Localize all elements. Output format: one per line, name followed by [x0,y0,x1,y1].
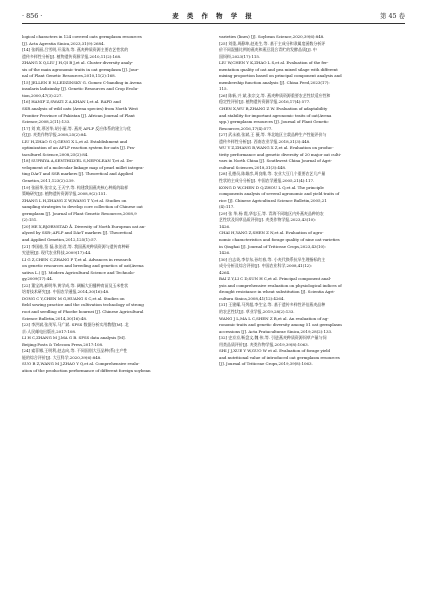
reference-line: LIU H,ZHAO G Q,GENG X L,et al. Establishment and [22,138,128,144]
reference-line: Resources,2016,17(4):577. [219,125,273,131]
reference-line: on genetic resources and breeding and genetics of oat(Avena [22,263,144,269]
reference-line: [27] 武永祯,张斌,王 薇,等. 华北地区主栽品种生产性能评价与 [219,132,327,138]
reference-line: [32] 史京京,靳盘文,魏 伟,等. 引进燕麦种质资源饲草产量与饲 [219,335,327,341]
reference-line: [24] 索菲娜,王明利,赵志向,等. 不同国别大豆品种(系)主产性 [22,348,128,354]
reference-line: 1426. [219,250,231,256]
reference-line: field sowing practice and the cultivation technology of strong [22,302,144,308]
reference-line: [30] 白志英,李存东,孙红春,等. 小麦代换系抗旱生理指标的主 [219,256,326,262]
reference-line: ZHANG L H,ZHANG Z W,WANG T Y,et al. Studies on [22,197,127,203]
reference-line: vars in North China [J]. Southwest China Journal of Agri- [219,158,332,164]
reference-line: KONG D W,CHEN D Q,ZHOU L Q,et al. The principle [219,184,324,190]
reference-line: optimization of an AFLP reaction system for oats [J]. Pra- [22,145,136,151]
reference-line: [20] HE X,BJØRNSTAD Å. Diversity of North European oat an- [22,223,146,229]
reference-line: [17] 刘 欢,慕芳华,胡小丽,等. 燕麦 AFLP 反应体系的建立与优 [22,125,131,131]
reference-line: gy,2009(17):44. [22,276,53,282]
reference-line: (2):151. [22,217,38,223]
reference-line: 究进展[J]. 现代农业科技,2009(17):44. [22,250,92,256]
reference-line: in Qinghai [J]. Journal of Triticeae Crops,2023,43(10): [219,243,326,249]
reference-line: LI G Z,CHEN C,ZHANG P T,et al. Advances in research [22,256,132,262]
reference-line: spp.) germplasm resources [J]. Journal of Plant Genetic [219,119,329,125]
reference-line: 培育技术研究[J]. 中国农学通报,2014,30(16):48. [22,289,110,295]
reference-line: accessions [J]. Acta Prataculturae Sinica,2019,28(2):133. [219,328,333,334]
reference-line: Science Bulletin,2014,30(16):48. [22,315,88,321]
reference-line: 稳定性评价[J]. 植物遗传资源学报,2016,17(4):577. [219,99,311,105]
reference-line: [15] JELLEN E N,LEDZINSKY G. Gomez C-banding in Avena [22,79,142,85]
reference-line: logical characters in 124 covered oats germplasm resources [22,34,142,39]
reference-line: membership function analysis [J]. China Feed,2023(17): [219,79,330,85]
reference-line: ting DArT and SSR markers [J]. Theoretical and Applied [22,171,134,177]
reference-line: taculturel Science,2008,25(2):84. [22,151,89,157]
reference-line: 115. [219,86,228,92]
reference-line: ation of the production performance of different foreign soybean [22,367,151,373]
reference-line: 成分分析及综合评价[J]. 中国农业科学,2008,41(12): [219,263,312,269]
reference-line: WANG J L,MA L C,SHEN Z B,et al. An evaluation of ag- [219,315,329,321]
reference-line: sampling strategies to develop core collection of Chinese oat [22,204,143,210]
reference-line: Science,2008,2(11):133. [22,119,71,125]
reference-line: 遗传多样性分析[J]. 植物遗传资源学报,2010,11(2):168. [22,53,122,59]
reference-line: [J]. Acta Agrestia Sinica,2023,31(9):2684. [22,40,105,46]
reference-line: [26] 陈新,兴 斌,张宗文,等. 燕麦种质资源重要农艺性状适应性和 [219,92,331,98]
reference-line: root and seedling of Phoebe bournei [J]. Chinese Agricultural [22,308,144,314]
reference-line: CHAI H,YANG Z,SHEN Z N,et al. Evaluation of agro- [219,230,324,236]
reference-line: Beijing:Posts & Telecom Press,2017:108. [22,341,104,347]
reference-line: [25] 刘重,周静坤,赵连生,等. 基于主成分和隶属度函数分析评 [219,40,326,46]
reference-line: 价不同混播比例的燕麦和燕豆混合青贮的发酵品质[J]. 中 [219,47,317,53]
reference-line: components analysis of several agronomic and yield traits of [219,191,340,197]
reference-line: [14] 张炳丽,吕雪明,开清涛,等. 燕麦种质资源主要农艺性状的 [22,47,129,53]
reference-line: 的农艺性状[J]. 草业学报,2019,28(2):133. [219,308,295,314]
reference-line: [22] 董宝鸿,郝明华,黄学成,等. 阔幅大田播种育苗及玉米性状 [22,282,129,288]
reference-line: 遗传多样性分析[J]. 西南农业学报,2018,31(3):448. [219,138,311,144]
reference-line: velopment of a molecular linkage map of pearl millet integra- [22,164,144,170]
reference-line: drought resistance in wheat substitution [J]. Scientia Agri- [219,289,335,295]
reference-line: DONG C Y,CHEN M G,HUANG S C,et al. Studies on [22,295,125,301]
references-right-column [219,34,405,368]
reference-line: 能的综合评价[J]. 大豆科学,2020,39(6):848. [22,354,102,360]
reference-line: mentation quality of oat and pea mixed silage with different [219,66,338,72]
journal-title: 麦 类 作 物 学 报 [172,12,255,20]
reference-line: 性状的主成分分析[J]. 中国农学通报,2005,21(4):117. [219,178,315,184]
reference-line: 京:人民邮电出版社,2017:108. [22,328,77,334]
reference-line: BAI Z Y,LI C D,SUN H C,et al. Principal component anal- [219,276,332,282]
reference-line: ronomic traits and genetic diversity among 51 oat germplasm [219,322,342,328]
reference-line: 国饲料,2023(17):115. [219,53,261,59]
reference-line: and nutritional value of introduced oat germplasm resources [219,354,340,360]
reference-line: [29] 张 华,杨 霞,华忠玉,等. 青海不同地区内外燕麦品种的农 [219,210,324,216]
reference-line: [21] 李国桂,蔡 磊,张治君,等. 我国燕麦种质资源与遗传育种研 [22,243,130,249]
reference-line: 1426. [219,223,231,229]
reference-line: alyzed by SSR-,AFLP and DArT markers [J]. Theoretical [22,230,133,236]
reference-line: [23] 李洪斌,张茂军,马广斌. SPSS 数据分析实用教程[M]. 北 [22,322,129,328]
reference-line: 4264. [219,269,231,275]
reference-line: 用类品质评价[J]. 麦类作物学报,2019,39(8):1063. [219,341,309,347]
reference-line: SUO B Z,WANG M J,ZHAO Y Q,et al. Comprehensive evalu- [22,361,140,367]
reference-line: CHEN X,WU B,ZHANG Z W. Evaluation of adaptability [219,106,328,112]
reference-line: nomic characteristics and forage quality of nine oat varieties [219,236,340,242]
reference-line: 化[J]. 麦类作物学报,2008,25(2):84. [22,132,88,138]
reference-line: 艺性状及饲草品质评价[J]. 麦类作物学报,2023,43(10): [219,217,316,223]
reference-line: SHI J J,XUE Y W,GUO W et al. Evaluation of forage yield [219,348,331,354]
reference-line: [J]. Journal of Triticeae Crops,2019,39(8):1063. [219,361,313,367]
page-number: · 856 · [22,12,43,20]
reference-line: mixing proportion based on principal component analysis and [219,73,342,79]
reference-line: Genetics,2011,123(2):239. [22,178,75,184]
volume-label: 第 45 卷 [380,12,405,20]
reference-line: Frontier Province of Pakistan [J]. African Journal of Plant [22,112,135,118]
reference-line: cultura Sinica,2008,41(12):4264. [219,295,285,301]
reference-line: sis of the main agronomic traits in oat germplasm [J]. Jour- [22,66,139,72]
reference-line: WU Y Z,ZHANG B,WANG X Z,et al. Evaluation on produc- [219,145,334,151]
reference-line: ysis and comprehensive evaluation on physiological indices of [219,282,342,288]
reference-line: (4):117. [219,204,235,210]
reference-line: varieties (lines) [J]. Soybean Science,2020,39(6):848. [219,34,325,39]
reference-line: tion,2000,47(3):227. [22,92,63,98]
reference-line: [18] SUPRIYA A,SENTHILVEL S,NEPOLEAN T,et al. De- [22,158,134,164]
reference-line: nal of Plant Genetic Resources,2010,11(2):168. [22,73,116,79]
reference-line: [28] 孔德员,陈雄彦,周良维,等. 农业大豆几个重要农艺几产量 [219,171,326,177]
reference-line: [16] HANIF Z,SWATI Z A,KHAN I,et al. RAPD and [22,99,121,105]
reference-line: [19] 张丽华,张宗文,王天宇,等. 构建我国燕麦核心种质的取样 [22,184,129,190]
reference-line: ZHANG X Q,LIU J H,QI B J,et al. Cluster diversity analy- [22,60,133,66]
reference-line: and stability for important agronomic traits of oat(Avena [219,112,332,118]
reference-line: germplasm [J]. Journal of Plant Genetic Resources,2008,9 [22,210,137,216]
references-left-column [22,34,208,374]
reference-line: and Applied Genetics,2012,125(1):57. [22,236,98,242]
reference-line: cultural Sciences,2018,31(3):448. [219,164,287,170]
reference-line: sativa L.) [J]. Modern Agricultural Science and Technolo- [22,269,135,275]
reference-line: rice [J]. Chinese Agricultural Science Bulletin,2005,21 [219,197,327,203]
reference-line: [31] 王建耀,马列超,李生宝,等. 基于遗传多样性评估燕麦品种 [219,302,326,308]
reference-line: 策略研究[J]. 植物遗传资源学报,2008,9(2):151. [22,191,107,197]
page-header [22,11,405,24]
reference-line: LI H C,ZHANG M J,MA G B. SPSS data analysis [M]. [22,335,126,341]
reference-line: LIU W,CHEN Y K,ZHAO L S,et al. Evaluation of the fer- [219,60,329,66]
reference-line: SSR analysis of wild oats (Avena species) from North West [22,106,138,112]
reference-line: tivity performance and genetic diversity of 20 major oat culti- [219,151,342,157]
reference-line: insularis ladizinsky [J]. Genetic Resources and Crop Evolu- [22,86,139,92]
